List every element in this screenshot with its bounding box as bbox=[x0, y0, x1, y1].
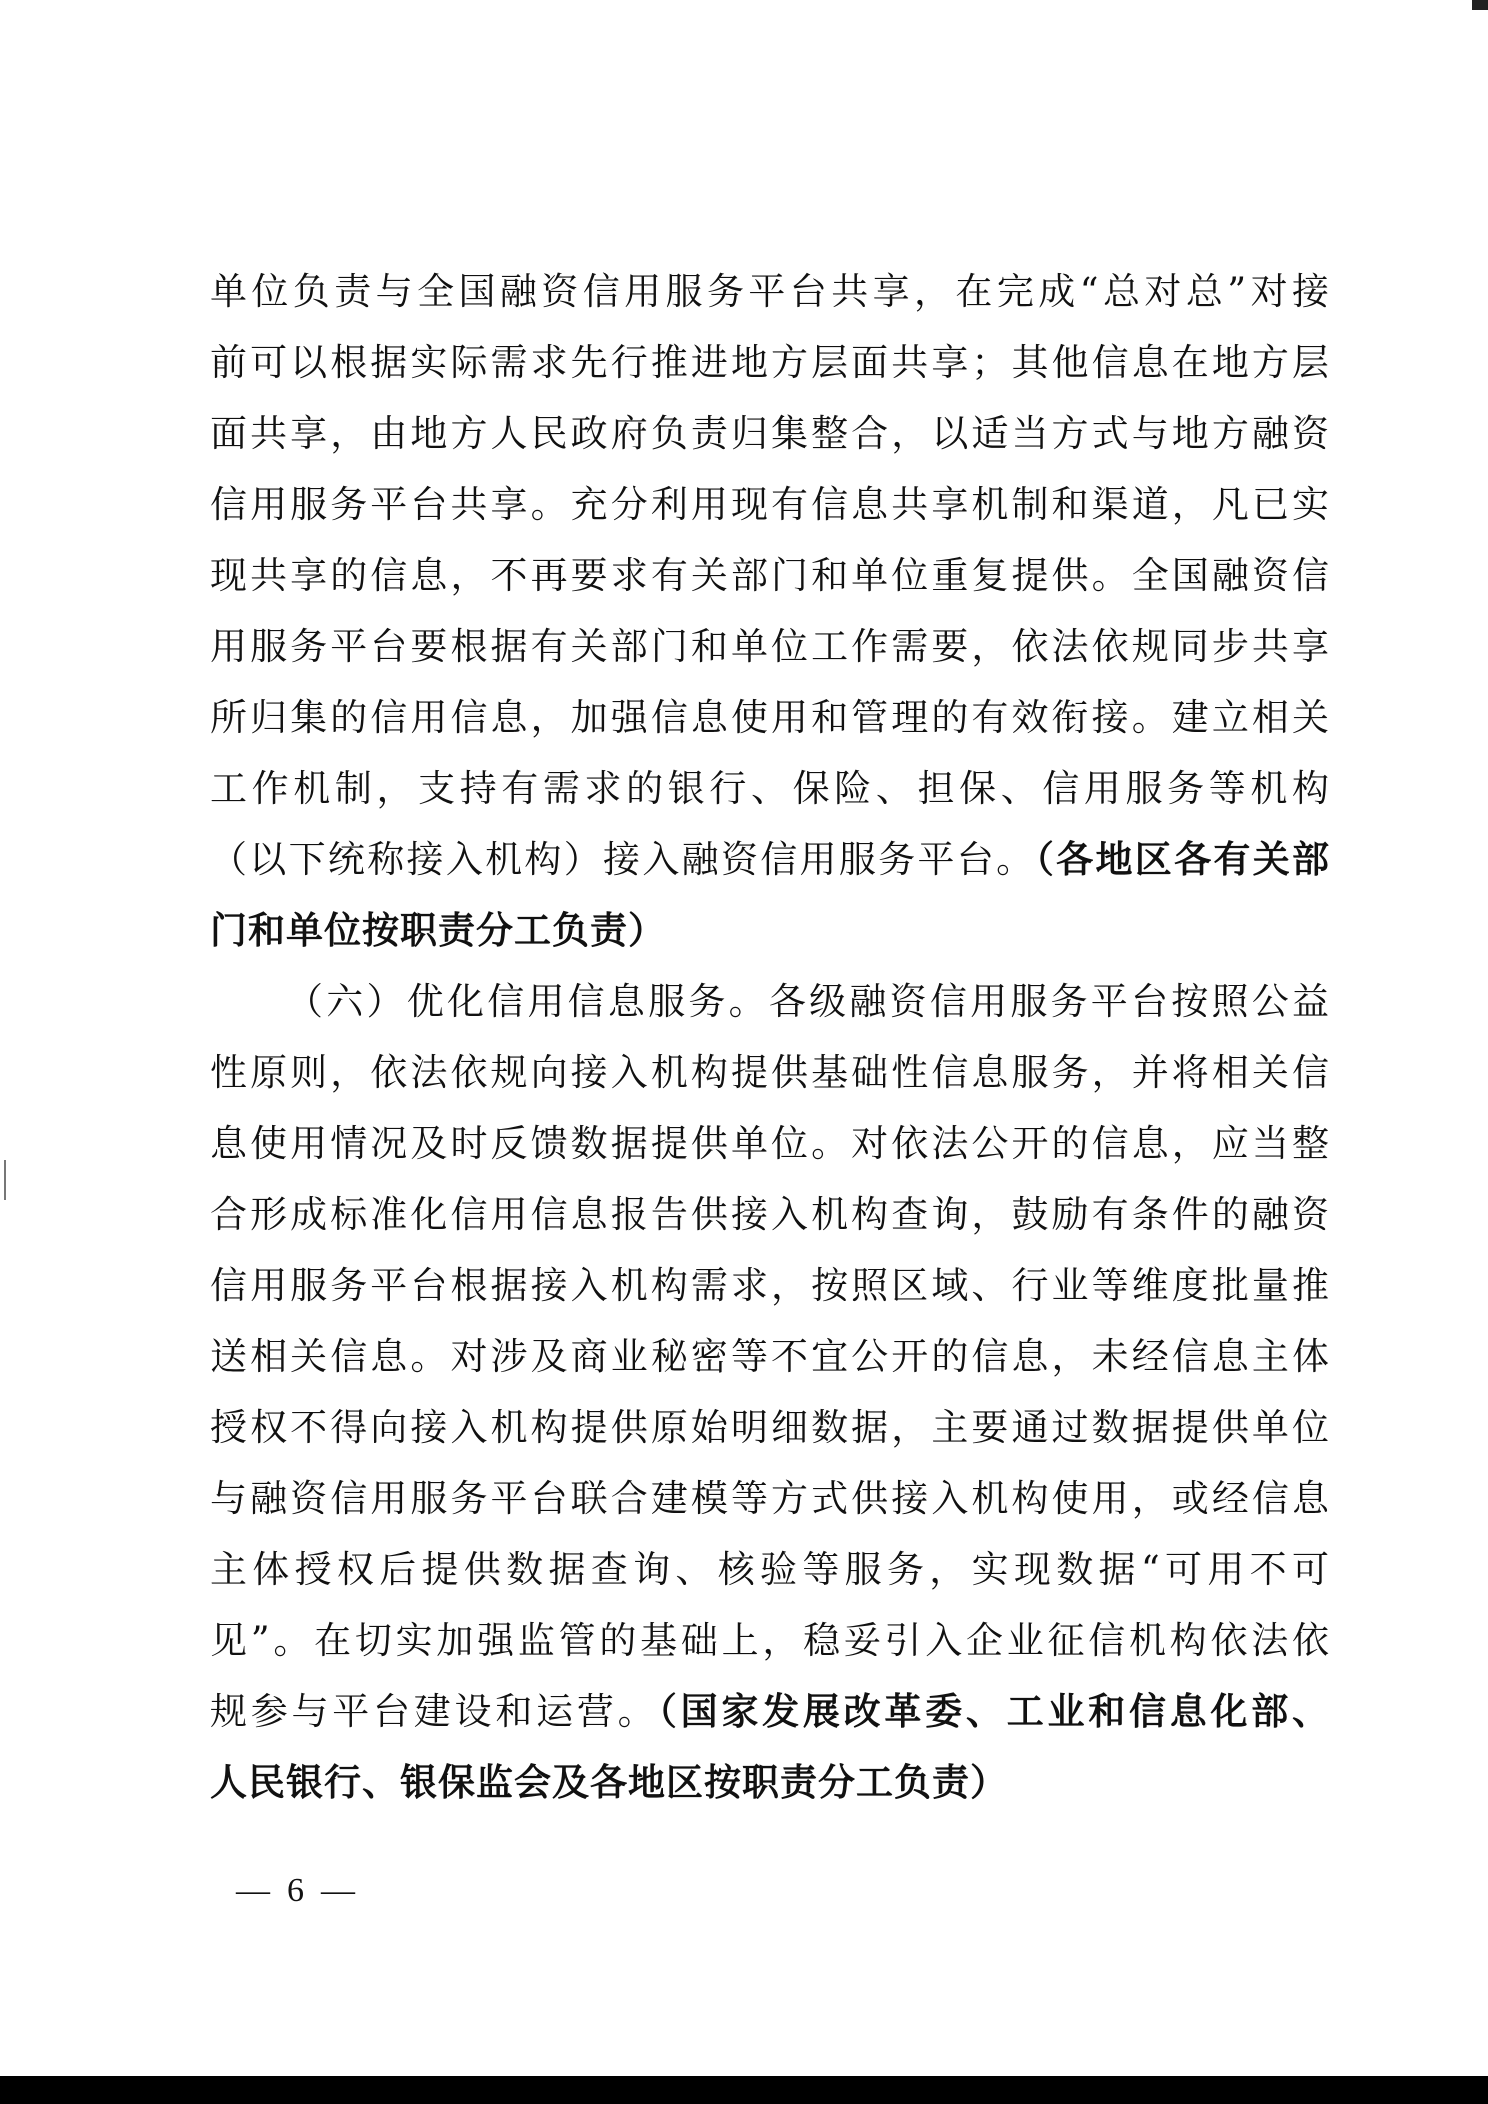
section-heading-line: （六）优化信用信息服务。各级融资信用服务平台按照公益 bbox=[286, 980, 1330, 1023]
scan-artifact-corner bbox=[1472, 0, 1488, 10]
text-line: 前可以根据实际需求先行推进地方层面共享；其他信息在地方层 bbox=[210, 341, 1330, 384]
body-text bbox=[210, 256, 1330, 1818]
text-line: 工作机制，支持有需求的银行、保险、担保、信用服务等机构 bbox=[210, 767, 1330, 810]
scan-artifact-edge bbox=[4, 1160, 6, 1200]
text-segment: （以下统称接入机构）接入融资信用服务平台。 bbox=[210, 838, 1036, 881]
responsibility-note-end: 人民银行、银保监会及各地区按职责分工负责） bbox=[210, 1760, 1008, 1804]
text-line: 信用服务平台共享。充分利用现有信息共享机制和渠道，凡已实 bbox=[210, 483, 1330, 526]
text-line: 所归集的信用信息，加强信息使用和管理的有效衔接。建立相关 bbox=[210, 696, 1330, 739]
responsibility-note: （国家发展改革委、工业和信息化部、 bbox=[658, 1689, 1331, 1733]
text-line: 面共享，由地方人民政府负责归集整合，以适当方式与地方融资 bbox=[210, 412, 1330, 455]
scan-artifact-bottom-band bbox=[0, 2076, 1488, 2104]
text-line: 信用服务平台根据接入机构需求，按照区域、行业等维度批量推 bbox=[210, 1264, 1330, 1307]
text-line: 送相关信息。对涉及商业秘密等不宜公开的信息，未经信息主体 bbox=[210, 1335, 1330, 1378]
text-line-mixed bbox=[210, 824, 1330, 895]
text-line: 授权不得向接入机构提供原始明细数据，主要通过数据提供单位 bbox=[210, 1406, 1330, 1449]
responsibility-note: （各地区各有关部 bbox=[1035, 837, 1330, 881]
text-segment: 规参与平台建设和运营。 bbox=[210, 1690, 659, 1733]
text-line: 合形成标准化信用信息报告供接入机构查询，鼓励有条件的融资 bbox=[210, 1193, 1330, 1236]
text-line: 用服务平台要根据有关部门和单位工作需要，依法依规同步共享 bbox=[210, 625, 1330, 668]
text-line: 与融资信用服务平台联合建模等方式供接入机构使用，或经信息 bbox=[210, 1477, 1330, 1520]
text-line: 现共享的信息，不再要求有关部门和单位重复提供。全国融资信 bbox=[210, 554, 1330, 597]
text-line-mixed bbox=[210, 1676, 1330, 1747]
text-line: 息使用情况及时反馈数据提供单位。对依法公开的信息，应当整 bbox=[210, 1122, 1330, 1165]
responsibility-note-end: 门和单位按职责分工负责） bbox=[210, 908, 666, 952]
text-line: 性原则，依法依规向接入机构提供基础性信息服务，并将相关信 bbox=[210, 1051, 1330, 1094]
text-line: 见”。在切实加强监管的基础上，稳妥引入企业征信机构依法依 bbox=[210, 1619, 1330, 1662]
page-number: — 6 — bbox=[236, 1872, 355, 1909]
text-line: 主体授权后提供数据查询、核验等服务，实现数据“可用不可 bbox=[210, 1548, 1330, 1591]
text-line: 单位负责与全国融资信用服务平台共享，在完成“总对总”对接 bbox=[210, 270, 1330, 313]
